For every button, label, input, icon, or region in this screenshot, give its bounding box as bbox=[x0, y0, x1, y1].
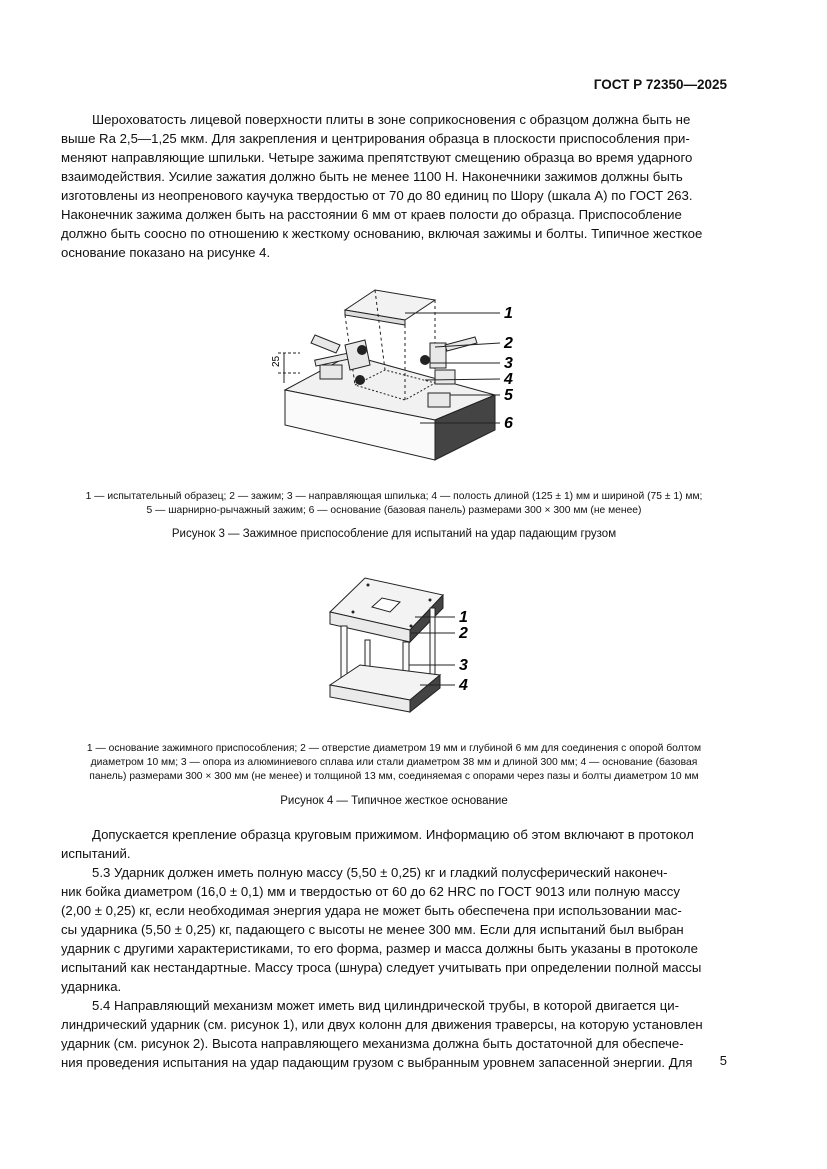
document-header: ГОСТ Р 72350—2025 bbox=[593, 77, 727, 92]
figure3-label: 1 bbox=[504, 305, 513, 322]
text-line: линдрический ударник (см. рисунок 1), или двух колонн для движения траверсы, на которую установлен bbox=[61, 1017, 703, 1032]
text-line: должно быть соосно по отношению к жесткому основанию, включая зажимы и болты. Типичное жесткое bbox=[61, 226, 703, 241]
text-line: Допускается крепление образца круговым прижимом. Информацию об этом включают в протокол bbox=[92, 827, 694, 842]
text-line: ударника. bbox=[61, 979, 122, 994]
text-line: 5.4 Направляющий механизм может иметь вид цилиндрической трубы, в которой двигается ци- bbox=[92, 998, 680, 1013]
figure3-label: 6 bbox=[504, 415, 513, 432]
text-line: испытаний. bbox=[61, 846, 131, 861]
figure4-label: 2 bbox=[459, 625, 468, 642]
page-number: 5 bbox=[719, 1053, 727, 1068]
caption-line: 1 — основание зажимного приспособления; 2 — отверстие диаметром 19 мм и глубиной 6 мм для соединения с опорой болтом bbox=[86, 743, 702, 754]
figure4-label: 1 bbox=[459, 609, 468, 626]
figure3-label: 3 bbox=[504, 355, 513, 372]
text-line: взаимодействия. Усилие зажатия должно быть не менее 1100 Н. Наконечники зажимов должны быть bbox=[61, 169, 683, 184]
figure3-drawing bbox=[260, 275, 530, 475]
text-line: ния проведения испытания на удар падающим грузом с выбранным уровнем запасенной энергии. Для bbox=[61, 1055, 693, 1070]
text-line: (2,00 ± 0,25) кг, если необходимая энергия удара не может быть обеспечена при использовании мас- bbox=[61, 903, 682, 918]
figure4-label: 4 bbox=[459, 677, 468, 694]
figure3-label: 4 bbox=[504, 371, 513, 388]
text-line: выше Ra 2,5—1,25 мкм. Для закрепления и центрирования образца в плоскости приспособления при- bbox=[61, 131, 690, 146]
caption-line: 1 — испытательный образец; 2 — зажим; 3 — направляющая шпилька; 4 — полость длиной (125 ± 1) мм и шириной (75 ± 1) мм; bbox=[85, 491, 703, 502]
text-line: ник бойка диаметром (16,0 ± 0,1) мм и твердостью от 60 до 62 HRC по ГОСТ 9013 или полную массу bbox=[61, 884, 680, 899]
text-line: ударник (см. рисунок 2). Высота направляющего механизма должна быть достаточной для обеспече- bbox=[61, 1036, 684, 1051]
text-line: 5.3 Ударник должен иметь полную массу (5,50 ± 0,25) кг и гладкий полусферический наконеч- bbox=[92, 865, 668, 880]
figure3-title: Рисунок 3 — Зажимное приспособление для испытаний на удар падающим грузом bbox=[171, 528, 617, 540]
text-line: основание показано на рисунке 4. bbox=[61, 245, 271, 260]
figure4-caption bbox=[61, 742, 727, 784]
figure4-label: 3 bbox=[459, 657, 468, 674]
text-line: ударник с другими характеристиками, то его форма, размер и масса должны быть указаны в протоколе bbox=[61, 941, 698, 956]
text-line: Наконечник зажима должен быть на расстоянии 6 мм от краев полости до образца. Приспособление bbox=[61, 207, 682, 222]
dimension-label: 25 bbox=[271, 355, 282, 367]
caption-line: диаметром 10 мм; 3 — опора из алюминиевого сплава или стали диаметром 38 мм и длиной 300 мм; 4 — основание (базовая bbox=[90, 757, 698, 768]
figure4-drawing bbox=[325, 570, 485, 730]
paragraph-5-3 bbox=[61, 863, 727, 996]
text-line: сы ударника (5,50 ± 0,25) кг, падающего с высоты не менее 300 мм. Если для испытаний был выбран bbox=[61, 922, 684, 937]
paragraph-5-4 bbox=[61, 996, 727, 1072]
caption-line: 5 — шарнирно-рычажный зажим; 6 — основание (базовая панель) размерами 300 × 300 мм (не менее) bbox=[146, 505, 642, 516]
figure4-title: Рисунок 4 — Типичное жесткое основание bbox=[280, 795, 508, 807]
clamp-paragraph bbox=[61, 825, 727, 863]
figure3-label: 2 bbox=[504, 335, 513, 352]
text-line: изготовлены из неопренового каучука твердостью от 70 до 80 единиц по Шору (шкала А) по ГОСТ 263. bbox=[61, 188, 693, 203]
intro-paragraph bbox=[61, 110, 727, 262]
text-line: испытаний как нестандартные. Массу троса (шнура) следует учитывать при определении полной массы bbox=[61, 960, 702, 975]
text-line: меняют направляющие шпильки. Четыре зажима препятствуют смещению образца во время ударного bbox=[61, 150, 693, 165]
caption-line: панель) размерами 300 × 300 мм (не менее) и толщиной 13 мм, соединяемая с опорами через пазы и болты диаметром 10 мм bbox=[89, 771, 699, 782]
figure3-caption bbox=[61, 490, 727, 518]
figure3-label: 5 bbox=[504, 387, 513, 404]
text-line: Шероховатость лицевой поверхности плиты в зоне соприкосновения с образцом должна быть не bbox=[92, 112, 691, 127]
